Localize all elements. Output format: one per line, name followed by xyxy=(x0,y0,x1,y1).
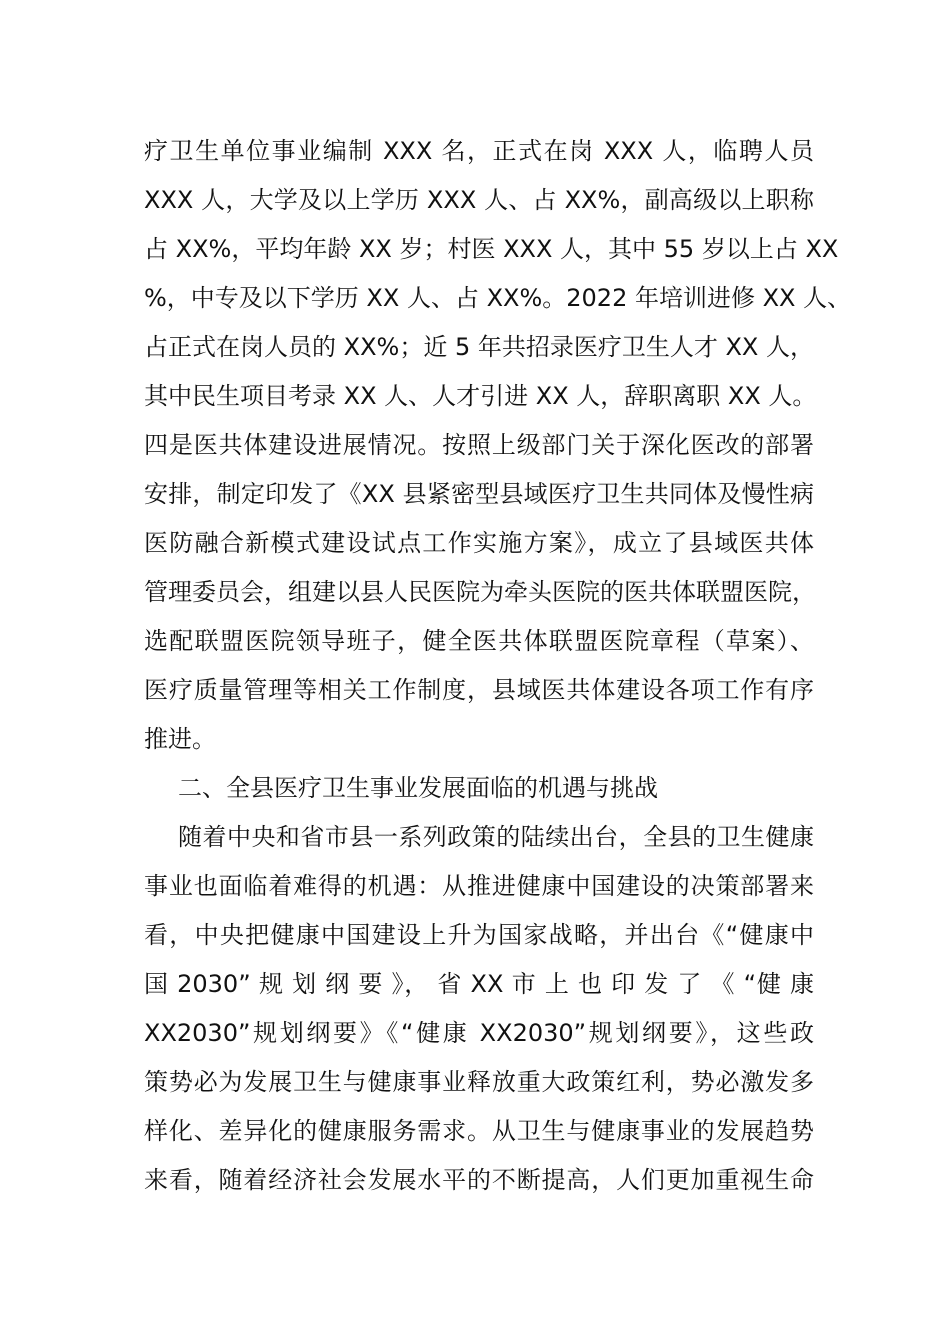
text-line: 看，中央把健康中国建设上升为国家战略，并出台《“健康中 xyxy=(144,921,814,949)
text-line: 样化、差异化的健康服务需求。从卫生与健康事业的发展趋势 xyxy=(144,1117,814,1145)
text-line: %，中专及以下学历 XX 人、占 XX%。2022 年培训进修 XX 人、 xyxy=(144,284,852,312)
text-line: XX2030”规划纲要》《“健康 XX2030”规划纲要》，这些政 xyxy=(144,1019,814,1047)
text-line: 策势必为发展卫生与健康事业释放重大政策红利，势必激发多 xyxy=(144,1068,814,1096)
text-line: 占正式在岗人员的 XX%；近 5 年共招录医疗卫生人才 XX 人， xyxy=(144,333,814,361)
section-heading: 二、全县医疗卫生事业发展面临的机遇与挑战 xyxy=(178,774,658,802)
text-line: 管理委员会，组建以县人民医院为牵头医院的医共体联盟医院， xyxy=(144,578,816,606)
text-line: 医疗质量管理等相关工作制度，县域医共体建设各项工作有序 xyxy=(144,676,814,704)
text-line: 其中民生项目考录 XX 人、人才引进 XX 人，辞职离职 XX 人。 xyxy=(144,382,817,410)
text-line: 来看，随着经济社会发展水平的不断提高，人们更加重视生命 xyxy=(144,1166,814,1194)
paragraph-first-line: 随着中央和省市县一系列政策的陆续出台，全县的卫生健康 xyxy=(178,823,814,851)
text-line: 推进。 xyxy=(144,725,216,753)
text-line: 四是医共体建设进展情况。按照上级部门关于深化医改的部署 xyxy=(144,431,814,459)
text-line: 医防融合新模式建设试点工作实施方案》，成立了县域医共体 xyxy=(144,529,814,557)
text-line: XXX 人，大学及以上学历 XXX 人、占 XX%，副高级以上职称 xyxy=(144,186,814,214)
text-line: 安排，制定印发了《XX 县紧密型县域医疗卫生共同体及慢性病 xyxy=(144,480,814,508)
text-line: 占 XX%，平均年龄 XX 岁；村医 XXX 人，其中 55 岁以上占 XX xyxy=(144,235,839,263)
text-line: 疗卫生单位事业编制 XXX 名，正式在岗 XXX 人，临聘人员 xyxy=(144,137,814,165)
text-line: 事业也面临着难得的机遇：从推进健康中国建设的决策部署来 xyxy=(144,872,814,900)
text-line: 选配联盟医院领导班子，健全医共体联盟医院章程（草案）、 xyxy=(144,627,814,655)
text-line: 国 2030” 规 划 纲 要 》， 省 XX 市 上 也 印 发 了 《 “健 康 xyxy=(144,970,814,998)
